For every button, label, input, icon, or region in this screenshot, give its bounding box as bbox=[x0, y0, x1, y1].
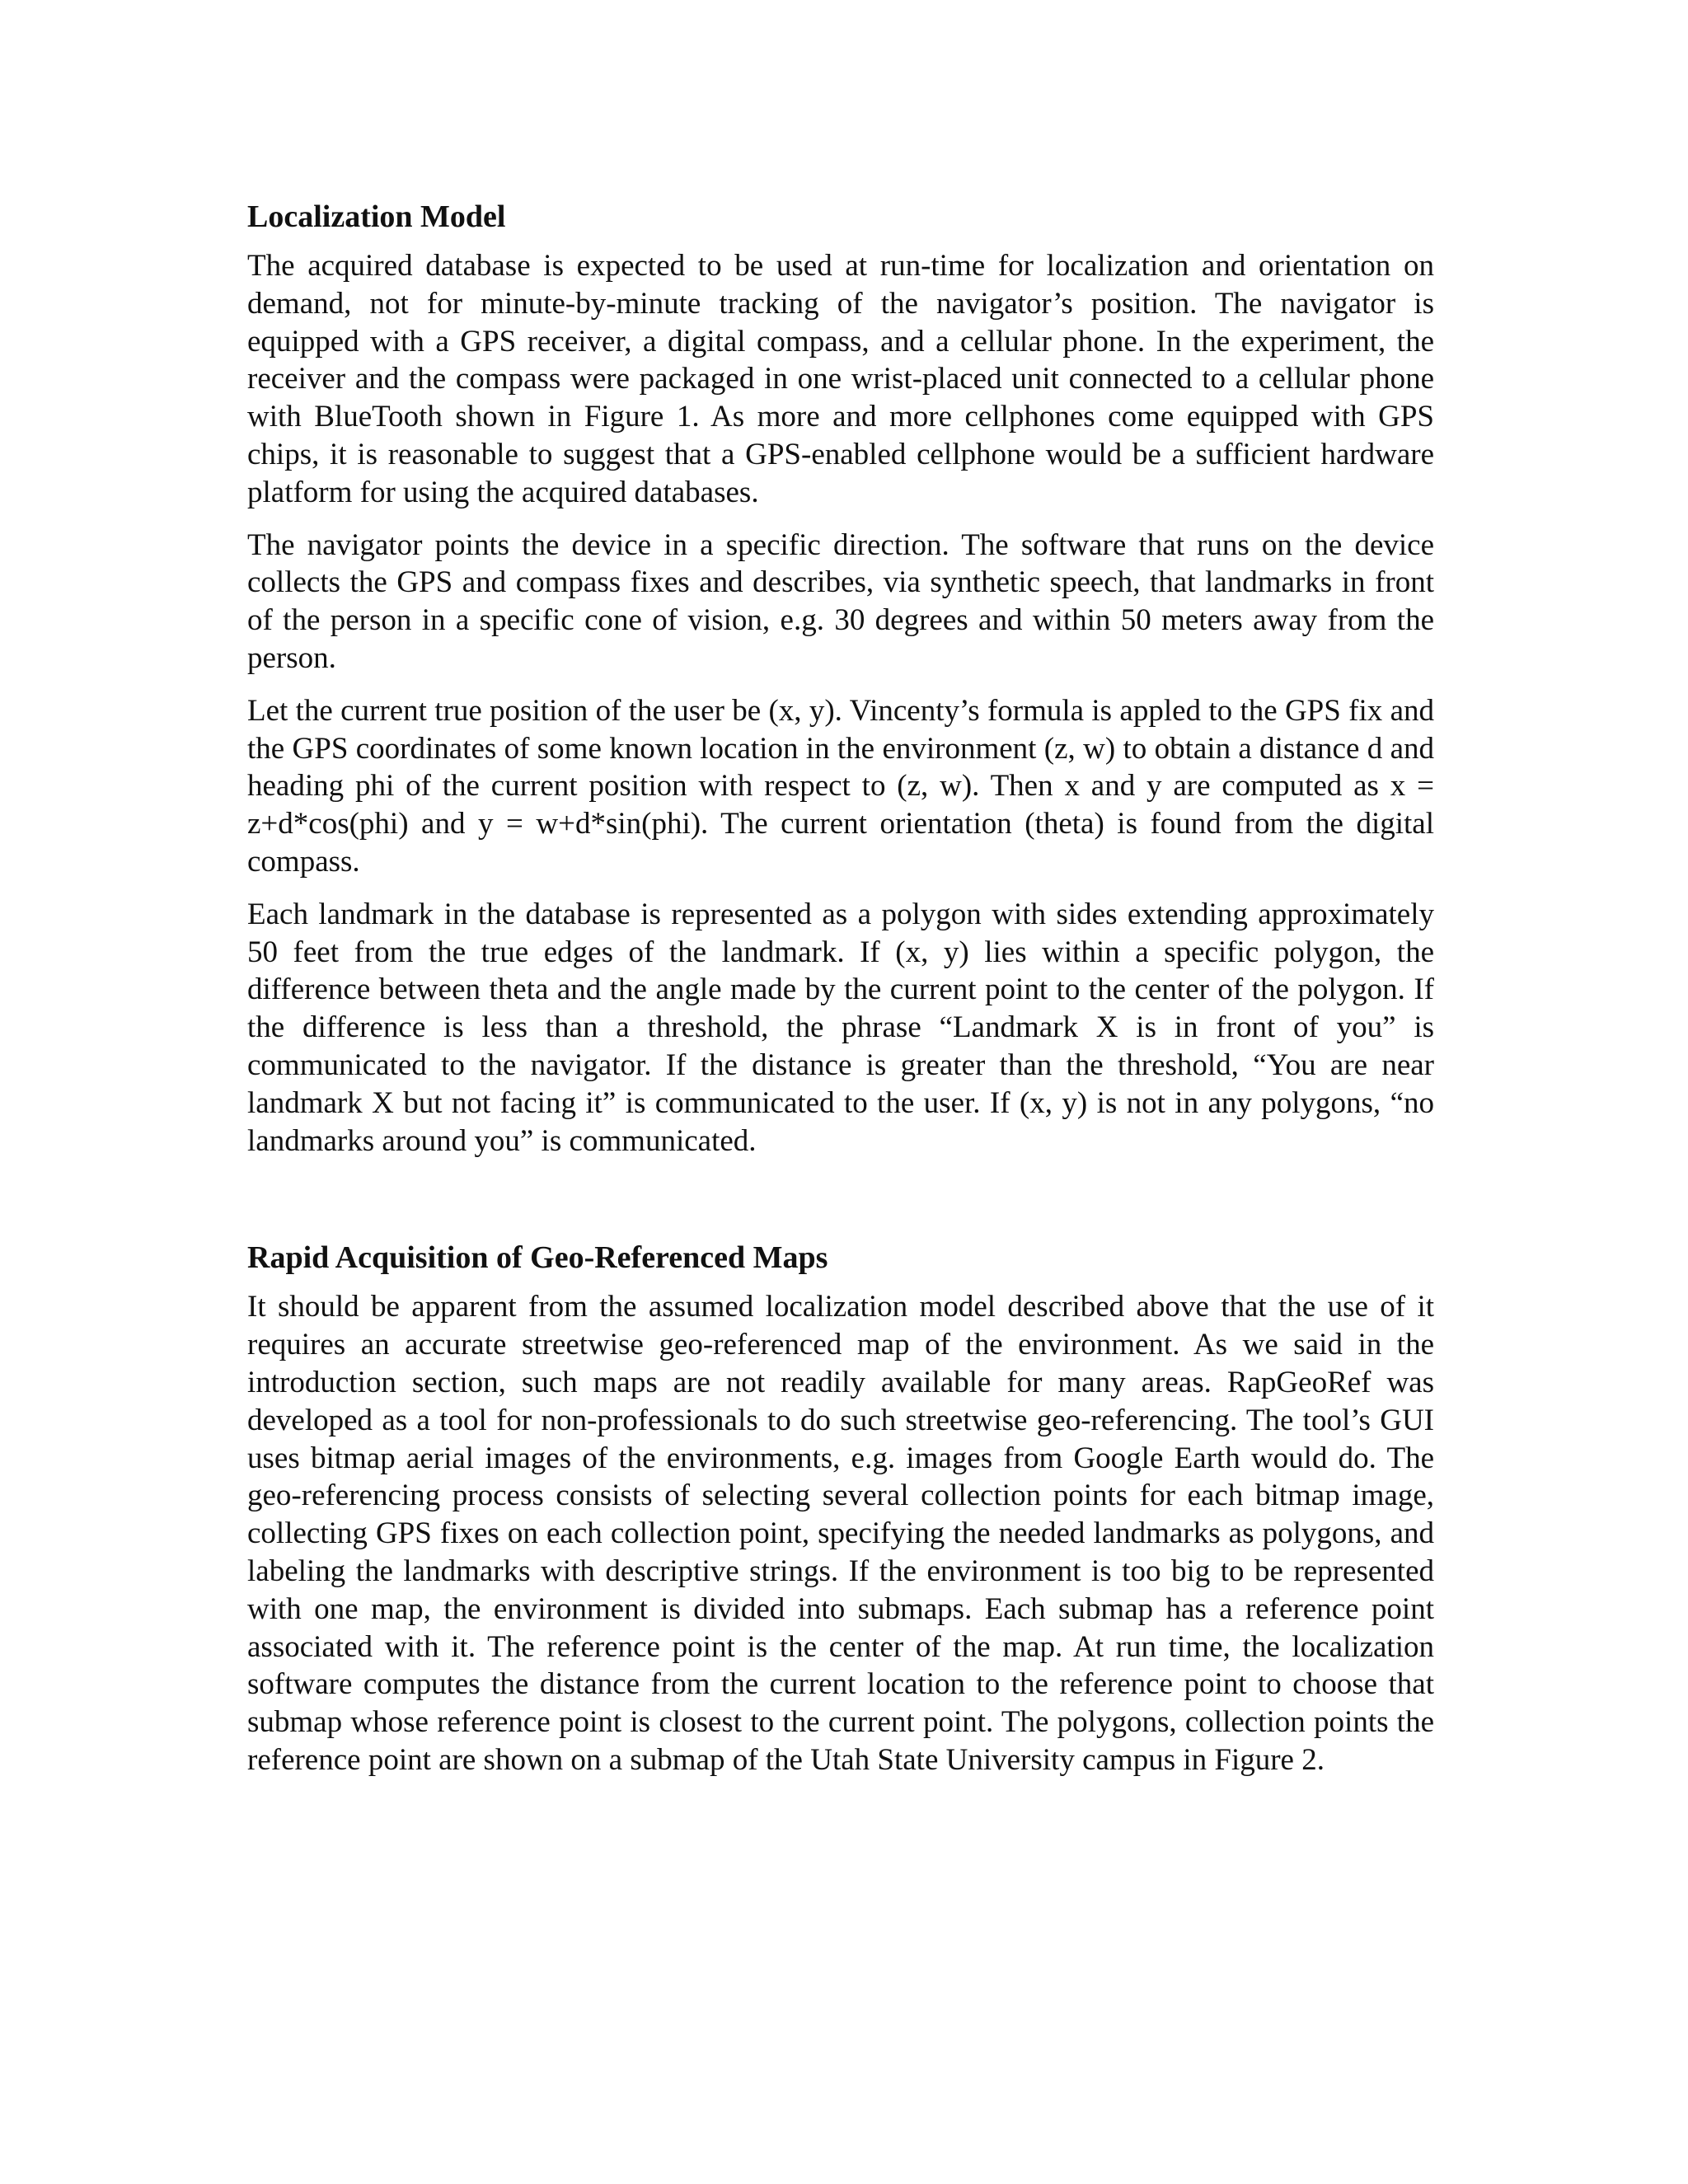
section-heading: Rapid Acquisition of Geo-Referenced Maps bbox=[247, 1240, 828, 1276]
section-rapid-acquisition bbox=[247, 1239, 1434, 1779]
document-page bbox=[247, 198, 1434, 1794]
paragraph: Let the current true position of the user be (x, y). Vincenty’s formula is appled to the GPS fix and the GPS coordinates of some known location in the environment (z, w) to obtain a distance d and heading phi of the current position with respect to (z, w). Then x and y are computed as x = z+d*cos(phi) and y = w+d*sin(phi). The current orientation (theta) is found from the digital compass. bbox=[247, 693, 1434, 879]
section-localization-model bbox=[247, 198, 1434, 1160]
section-heading: Localization Model bbox=[247, 199, 506, 234]
section-spacer bbox=[247, 1174, 1434, 1239]
paragraph: The acquired database is expected to be used at run-time for localization and orientation on demand, not for minute-by-minute tracking of the navigator’s position. The navigator is equipped with a GPS receiver, a digital compass, and a cellular phone. In the experiment, the receiver and the compass were packaged in one wrist-placed unit connected to a cellular phone with BlueTooth shown in Figure 1. As more and more cellphones come equipped with GPS chips, it is reasonable to suggest that a GPS-enabled cellphone would be a sufficient hardware platform for using the acquired databases. bbox=[247, 249, 1434, 509]
paragraph: It should be apparent from the assumed localization model described above that the use of it requires an accurate streetwise geo-referenced map of the environment. As we said in the introduction section, such maps are not readily available for many areas. RapGeoRef was developed as a tool for non-professionals to do such streetwise geo-referencing. The tool’s GUI uses bitmap aerial images of the environments, e.g. images from Google Earth would do. The geo-referencing process consists of selecting several collection points for each bitmap image, collecting GPS fixes on each collection point, specifying the needed landmarks as polygons, and labeling the landmarks with descriptive strings. If the environment is too big to be represented with one map, the environment is divided into submaps. Each submap has a reference point associated with it. The reference point is the center of the map. At run time, the localization software computes the distance from the current location to the reference point to choose that submap whose reference point is closest to the current point. The polygons, collection points the reference point are shown on a submap of the Utah State University campus in Figure 2. bbox=[247, 1290, 1434, 1777]
paragraph: The navigator points the device in a specific direction. The software that runs on the device collects the GPS and compass fixes and describes, via synthetic speech, that landmarks in front of the person in a specific cone of vision, e.g. 30 degrees and within 50 meters away from the person. bbox=[247, 527, 1434, 675]
paragraph: Each landmark in the database is represented as a polygon with sides extending approximately 50 feet from the true edges of the landmark. If (x, y) lies within a specific polygon, the difference between theta and the angle made by the current point to the center of the polygon. If the difference is less than a threshold, the phrase “Landmark X is in front of you” is communicated to the navigator. If the distance is greater than the threshold, “You are near landmark X but not facing it” is communicated to the user. If (x, y) is not in any polygons, “no landmarks around you” is communicated. bbox=[247, 897, 1434, 1158]
